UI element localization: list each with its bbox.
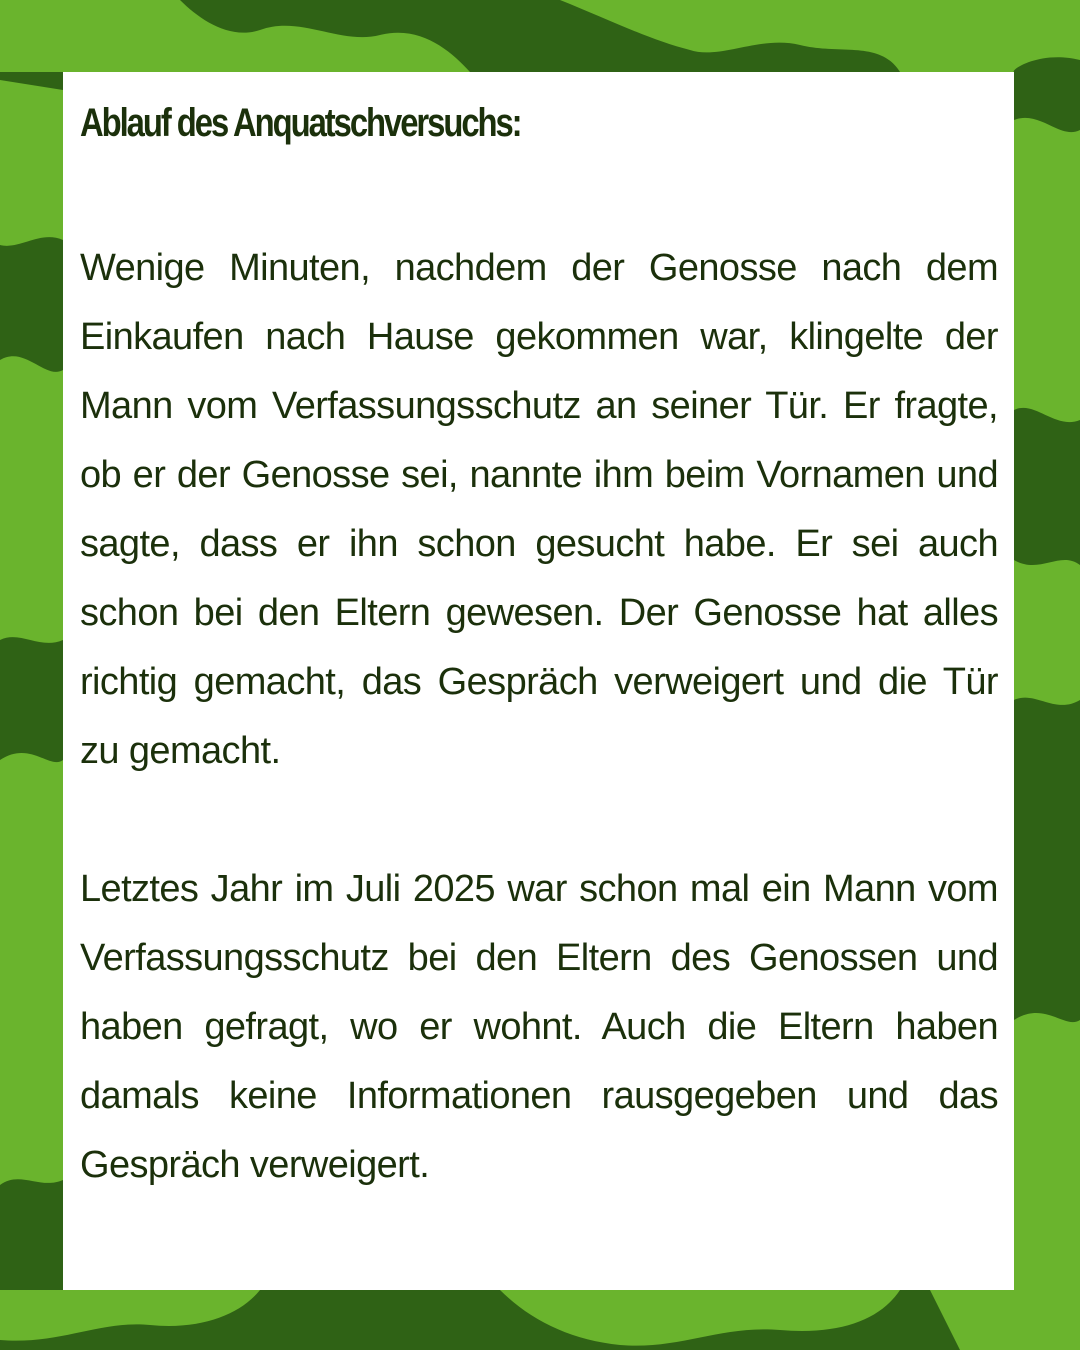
text-card: [63, 72, 1014, 1290]
paragraph-previous-visit: Letztes Jahr im Juli 2025 war schon mal ein Mann vom Verfassungsschutz bei den Eltern des Genossen und haben gefragt, wo er wohnt. Auch die Eltern haben damals keine Informationen rausgegeben und das Gespräch verweigert.: [80, 868, 998, 1186]
paragraph-incident: Wenige Minuten, nachdem der Genosse nach dem Einkaufen nach Hause gekommen war, klingelte der Mann vom Verfassungsschutz an seiner Tür. Er fragte, ob er der Genosse sei, nannte ihm beim Vornamen und sagte, dass er ihn schon gesucht habe. Er sei auch schon bei den Eltern gewesen. Der Genosse hat alles richtig gemacht, das Gespräch verweigert und die Tür zu gemacht.: [80, 247, 998, 772]
post-title: Ablauf des Anquatschversuchs:: [80, 101, 521, 145]
